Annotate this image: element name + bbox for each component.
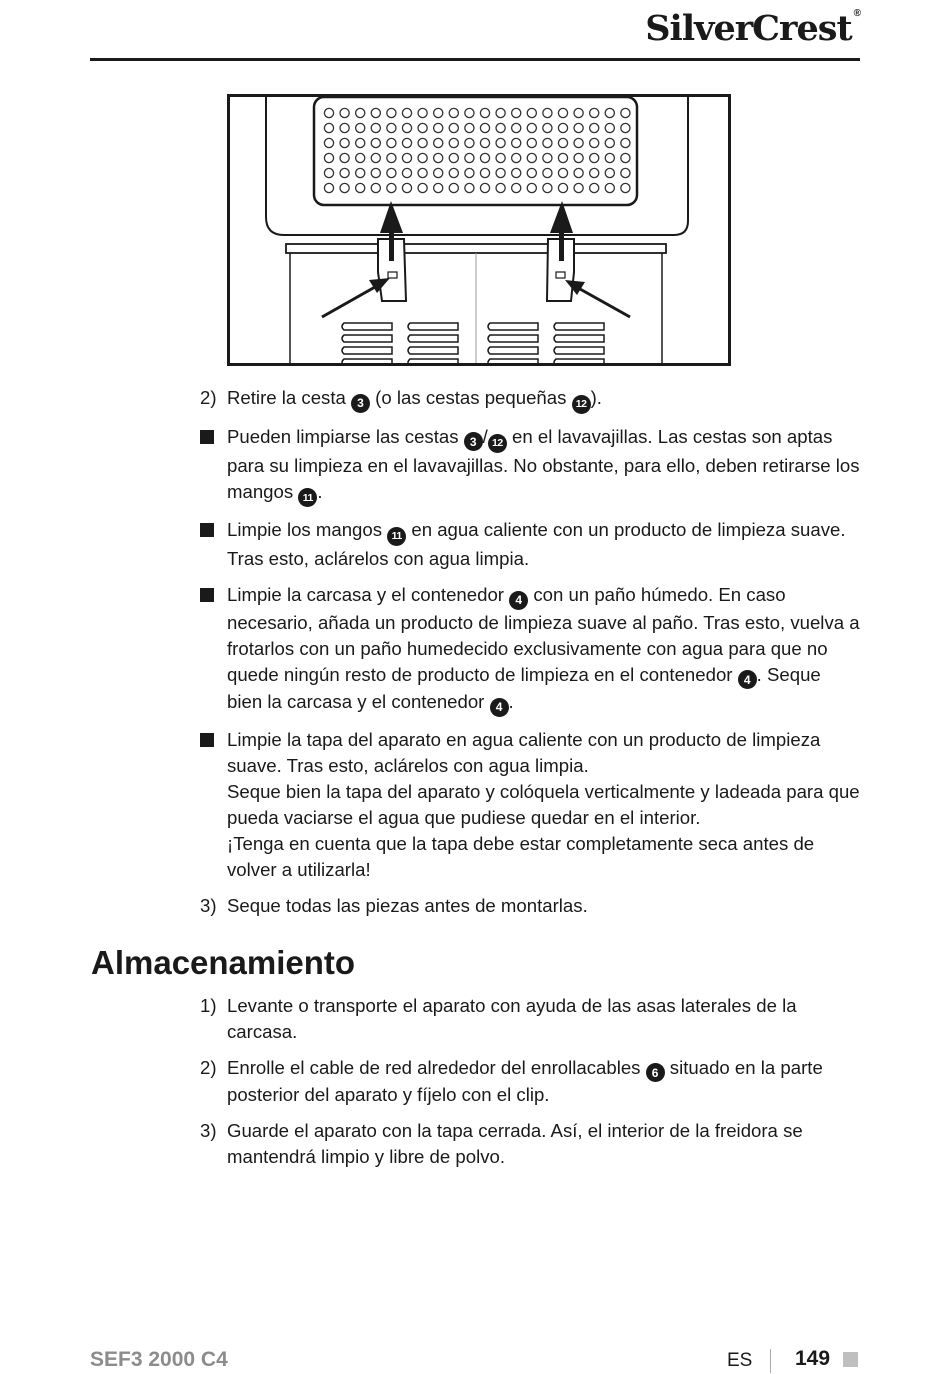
step-number: 3): [200, 894, 217, 916]
bullet-text: Limpie los mangos 11 en agua caliente con un producto de limpieza suave. Tras esto, aclárelos con agua limpia.: [227, 519, 846, 569]
header-rule: [90, 58, 860, 61]
step-number: 3): [200, 1120, 217, 1141]
bullet-text: Limpie la tapa del aparato en agua caliente con un producto de limpieza suave. Tras esto, aclárelos con agua limpia. Seque bien la tapa del aparato y colóquela verticalmente y ladeada para que pueda vaciarse el agua que pudiese quedar en el interior. ¡Tenga en cuenta que la tapa debe estar completamente seca antes de volver a utilizarla!: [227, 728, 860, 880]
ref-number-icon: 6: [646, 1063, 665, 1082]
bullet-item: [200, 727, 860, 883]
brand-logo: [645, 8, 860, 49]
step-text: Retire la cesta 3 (o las cestas pequeñas 12 ).: [227, 385, 860, 414]
bullet-square-icon: [200, 523, 214, 537]
section-title: Almacenamiento: [91, 943, 356, 981]
step-2: [200, 385, 860, 414]
page-number: 149: [795, 1347, 831, 1370]
ref-number-icon: 11: [387, 527, 406, 546]
step-text: Levante o transporte el aparato con ayuda de las asas laterales de la carcasa.: [227, 994, 797, 1042]
bullet-text: Pueden limpiarse las cestas 3 / 12 en el lavavajillas. Las cestas son aptas para su limpieza en el lavavajillas. No obstante, para ello, deben retirarse los mangos 11 .: [227, 424, 860, 508]
bullet-square-icon: [200, 430, 214, 444]
footer-language: ES: [727, 1350, 753, 1371]
step-3: [200, 893, 860, 919]
bullet-text: Limpie la carcasa y el contenedor 4 con un paño húmedo. En caso necesario, añada un producto de limpieza suave al paño. Tras esto, vuelva a frotarlos con un paño humedecido exclusivamente con agua para que no quede ningún resto de producto de limpieza en el contenedor 4 . Seque bien la carcasa y el contenedor 4 .: [227, 582, 860, 717]
basket-removal-illustration-icon: [230, 97, 728, 363]
step-number: 2): [200, 387, 217, 408]
ref-number-icon: 4: [738, 670, 757, 689]
footer-divider: [770, 1349, 771, 1373]
step-text: Enrolle el cable de red alrededor del enrollacables 6 situado en la parte posterior del aparato y fíjelo con el clip.: [227, 1056, 823, 1105]
ref-number-icon: 11: [298, 488, 317, 507]
step-number: 2): [200, 1056, 217, 1078]
ref-number-icon: 3: [464, 432, 483, 451]
bullet-item: [200, 517, 860, 572]
storage-step-2: [200, 1055, 860, 1109]
bullet-square-icon: [200, 733, 214, 747]
basket-illustration: [227, 94, 731, 366]
bullet-item: [200, 582, 860, 717]
step-text: Seque todas las piezas antes de montarlas.: [227, 894, 588, 916]
footer-model: SEF3 2000 C4: [90, 1348, 228, 1371]
ref-number-icon: 4: [490, 698, 509, 717]
storage-step-1: [200, 993, 860, 1045]
ref-number-icon: 12: [572, 395, 591, 414]
ref-number-icon: 3: [351, 394, 370, 413]
ref-number-icon: 12: [488, 434, 507, 453]
storage-step-3: [200, 1118, 860, 1170]
ref-number-icon: 4: [509, 591, 528, 610]
brand-mark: ®: [853, 8, 860, 19]
bullet-square-icon: [200, 588, 214, 602]
brand-name: SilverCrest: [645, 8, 852, 49]
step-text: Guarde el aparato con la tapa cerrada. Así, el interior de la freidora se mantendrá limpio y libre de polvo.: [227, 1120, 803, 1167]
step-number: 1): [200, 994, 217, 1016]
page-content: [0, 385, 950, 1180]
footer-square-icon: [843, 1352, 858, 1367]
bullet-item: [200, 424, 860, 508]
